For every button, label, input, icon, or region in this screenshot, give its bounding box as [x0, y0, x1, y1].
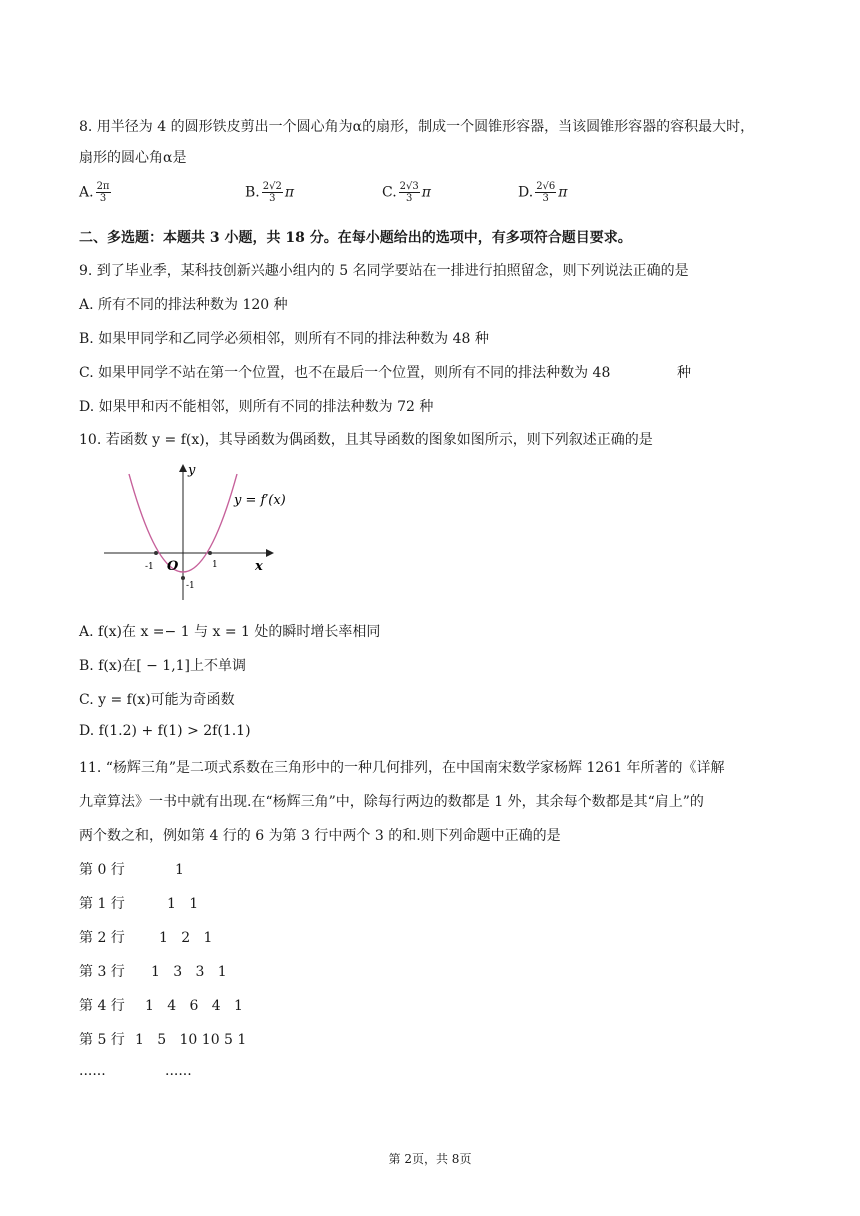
- q11-stem-line2: 九章算法》一书中就有出现.在“杨辉三角”中，除每行两边的数都是 1 外，其余每个数都是其“肩上”的: [79, 794, 704, 810]
- q8-option-c-fraction: $\frac{2√3}{3}$: [399, 181, 419, 204]
- yanghui-row-2: 第 2 行 1 2 1: [79, 930, 213, 946]
- q10-option-b: B. f(x)在[ − 1,1]上不单调: [79, 658, 247, 674]
- q8-stem-line1: 8. 用半径为 4 的圆形铁皮剪出一个圆心角为α的扇形，制成一个圆锥形容器，当该圆锥形容器的容积最大时，: [79, 119, 755, 135]
- graph-tick-neg1: -1: [145, 562, 154, 572]
- q10-derivative-graph: [100, 460, 310, 605]
- graph-curve-label: y = f′(x): [234, 493, 286, 508]
- q9-option-d: D. 如果甲和丙不能相邻，则所有不同的排法种数为 72 种: [79, 399, 434, 415]
- q8-option-d-fraction: $\frac{2√6}{3}$: [536, 181, 556, 204]
- q9-option-b: B. 如果甲同学和乙同学必须相邻，则所有不同的排法种数为 48 种: [79, 331, 489, 347]
- q9-option-c: C. 如果甲同学不站在第一个位置，也不在最后一个位置，则所有不同的排法种数为 48: [79, 365, 611, 381]
- graph-point-pos1: [208, 551, 212, 555]
- q9-option-c-tail: 种: [677, 365, 691, 381]
- q8-option-b: B. $\frac{2√2}{3}$ π: [245, 181, 295, 204]
- graph-point-neg1: [154, 551, 158, 555]
- graph-x-label: x: [255, 559, 263, 574]
- page-footer: 第 2页，共 8页: [388, 1152, 472, 1166]
- graph-tick-y-neg1: -1: [186, 581, 195, 591]
- graph-point-y-neg1: [181, 576, 185, 580]
- q9-option-a: A. 所有不同的排法种数为 120 种: [79, 297, 288, 313]
- q8-option-d: D. $\frac{2√6}{3}$ π: [518, 181, 568, 204]
- yanghui-row-1: 第 1 行 1 1: [79, 896, 199, 912]
- yanghui-row-3: 第 3 行 1 3 3 1: [79, 964, 227, 980]
- section-2-heading: 二、多选题：本题共 3 小题，共 18 分。在每小题给出的选项中，有多项符合题目要求。: [79, 230, 632, 246]
- q8-option-c: C. $\frac{2√3}{3}$ π: [382, 181, 431, 204]
- yanghui-row-5: 第 5 行 1 5 10 10 5 1: [79, 1032, 247, 1048]
- yanghui-row-4: 第 4 行 1 4 6 4 1: [79, 998, 243, 1014]
- graph-origin-label: O: [167, 559, 179, 574]
- q10-option-d: D. f(1.2) + f(1) > 2f(1.1): [79, 723, 251, 739]
- q8-stem-line2: 扇形的圆心角α是: [79, 150, 187, 166]
- q10-stem: 10. 若函数 y = f(x)，其导函数为偶函数，且其导函数的图象如图所示，则下列叙述正确的是: [79, 432, 653, 448]
- q10-option-a: A. f(x)在 x =− 1 与 x = 1 处的瞬时增长率相同: [79, 624, 381, 640]
- graph-y-arrow: [179, 464, 187, 472]
- q8-option-b-fraction: $\frac{2√2}{3}$: [262, 181, 282, 204]
- q8-option-a: A. $\frac{2\pi}{3}$: [79, 181, 110, 204]
- yanghui-row-0: 第 0 行 1: [79, 862, 184, 878]
- q9-stem: 9. 到了毕业季，某科技创新兴趣小组内的 5 名同学要站在一排进行拍照留念，则下列说法正确的是: [79, 263, 689, 279]
- graph-tick-pos1: 1: [212, 560, 218, 570]
- graph-y-label: y: [188, 463, 196, 478]
- q11-stem-line1: 11. “杨辉三角”是二项式系数在三角形中的一种几何排列，在中国南宋数学家杨辉 1261 年所著的《详解: [79, 760, 725, 776]
- graph-x-arrow: [266, 549, 274, 557]
- q11-stem-line3: 两个数之和，例如第 4 行的 6 为第 3 行中两个 3 的和.则下列命题中正确的是: [79, 828, 561, 844]
- q8-option-a-fraction: $\frac{2\pi}{3}$: [96, 181, 110, 204]
- yanghui-ellipsis: ...... ......: [79, 1063, 192, 1079]
- q10-option-c: C. y = f(x)可能为奇函数: [79, 692, 235, 708]
